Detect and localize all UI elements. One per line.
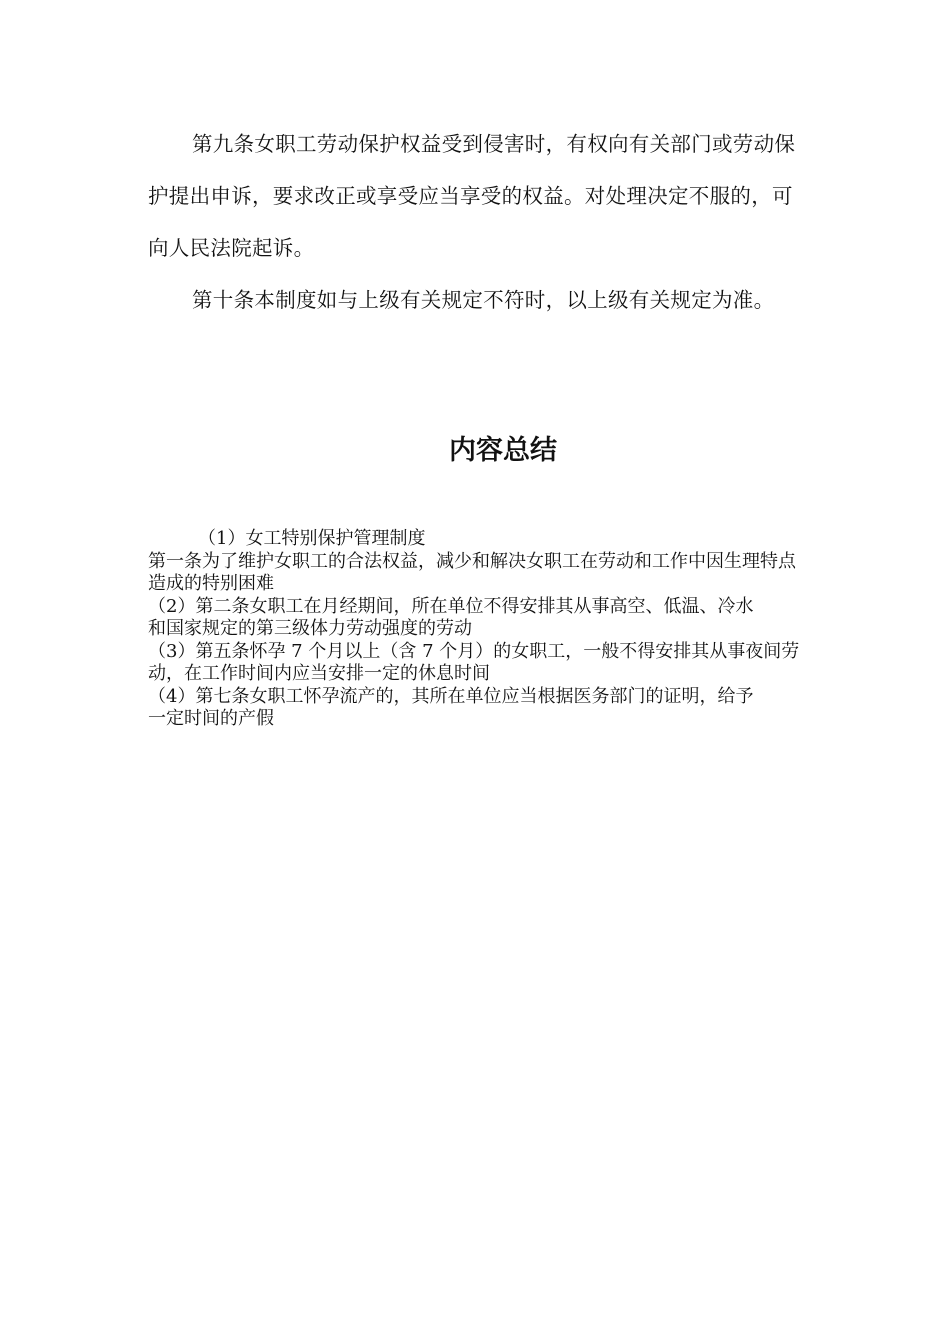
summary-item-2-text: （2）第二条女职工在月经期间，所在单位不得安排其从事高空、低温、冷水和国家规定的第三级体力劳动强度的劳动 bbox=[148, 595, 754, 639]
summary-item-4-text: （4）第七条女职工怀孕流产的，其所在单位应当根据医务部门的证明，给予一定时间的产假 bbox=[148, 685, 754, 729]
summary-item-1-heading: （1）女工特别保护管理制度 bbox=[198, 528, 426, 549]
article-9-paragraph: 第九条女职工劳动保护权益受到侵害时，有权向有关部门或劳动保护提出申诉，要求改正或享受应当享受的权益。对处理决定不服的，可向人民法院起诉。 bbox=[148, 132, 796, 260]
summary-item-1-text: 第一条为了维护女职工的合法权益，减少和解决女职工在劳动和工作中因生理特点造成的特别困难 bbox=[148, 550, 796, 594]
summary-title: 内容总结 bbox=[449, 435, 557, 466]
summary-section bbox=[148, 528, 808, 731]
summary-item-3-text: （3）第五条怀孕 7 个月以上（含 7 个月）的女职工，一般不得安排其从事夜间劳动，在工作时间内应当安排一定的休息时间 bbox=[148, 640, 800, 684]
article-10-paragraph: 第十条本制度如与上级有关规定不符时，以上级有关规定为准。 bbox=[192, 288, 775, 312]
